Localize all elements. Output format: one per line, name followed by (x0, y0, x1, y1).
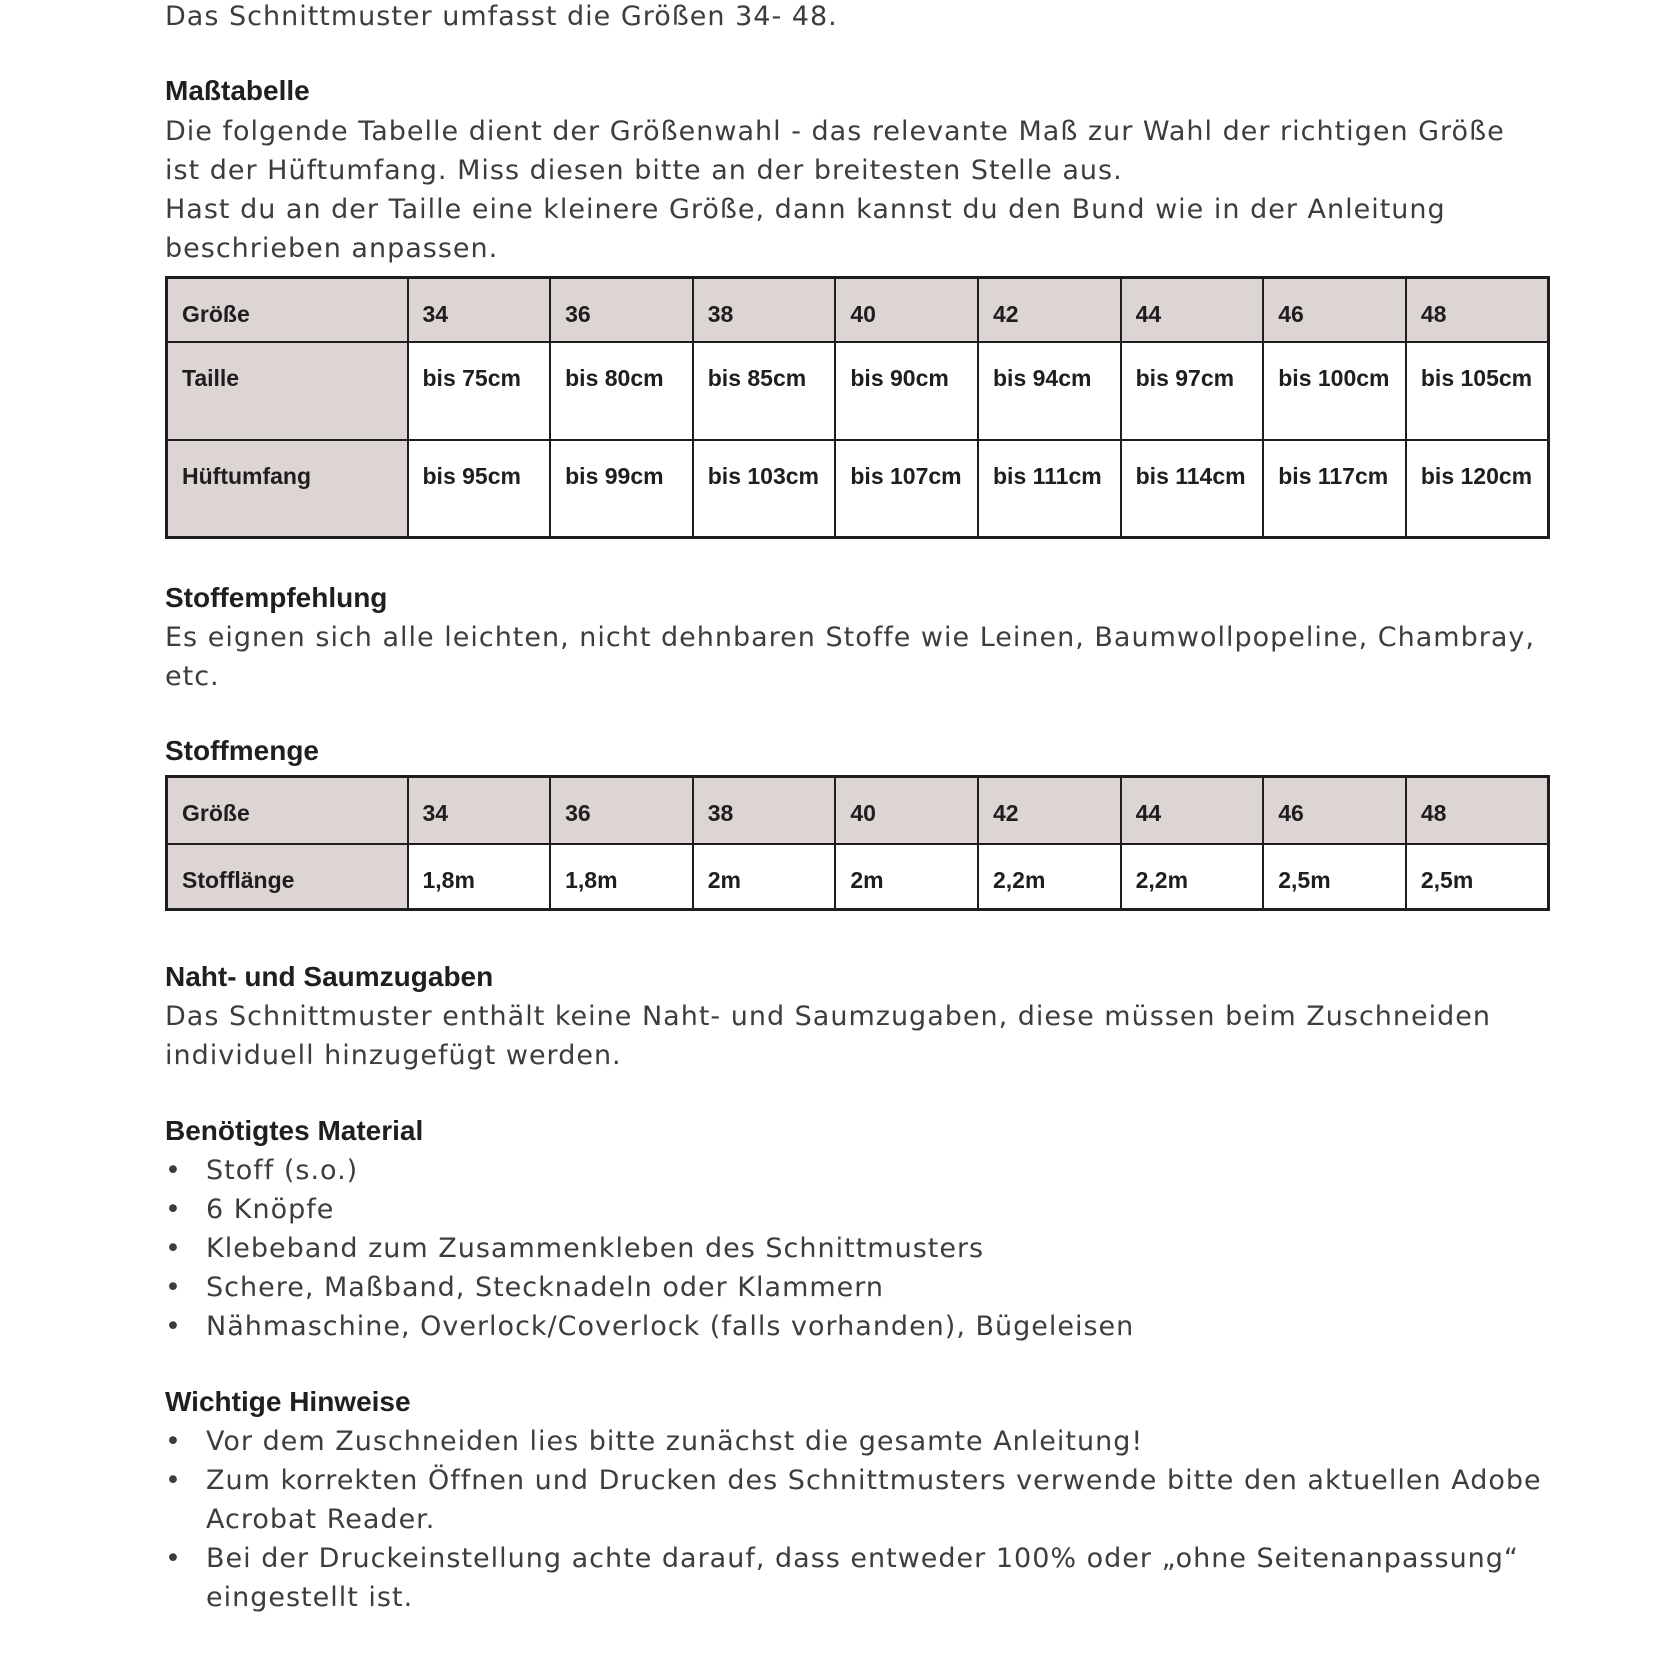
bullet-icon: • (165, 1543, 182, 1574)
table-header-cell: 38 (693, 278, 836, 342)
list-item-text: Zum korrekten Öffnen und Drucken des Schnittmusters verwende bitte den aktuellen Adobe (206, 1465, 1542, 1496)
table-header-cell: Größe (167, 777, 408, 844)
bullet-icon: • (165, 1233, 182, 1264)
table-header-cell: 46 (1263, 278, 1406, 342)
table-cell: bis 97cm (1121, 342, 1264, 440)
bullet-icon: • (165, 1194, 182, 1225)
zugaben-paragraph (165, 997, 1495, 1075)
table-cell: bis 94cm (978, 342, 1121, 440)
paragraph-line: beschrieben anpassen. (165, 233, 499, 264)
table-row-label: Taille (167, 342, 408, 440)
table-header-row (167, 777, 1549, 844)
table-row (167, 342, 1549, 440)
paragraph-line: individuell hinzugefügt werden. (165, 1040, 622, 1071)
table-cell: bis 107cm (835, 440, 978, 538)
intro-text: Das Schnittmuster umfasst die Größen 34- 48. (165, 1, 838, 32)
table-cell: 2,2m (978, 844, 1121, 910)
list-item-text: Nähmaschine, Overlock/Coverlock (falls vorhanden), Bügeleisen (206, 1311, 1135, 1342)
table-cell: bis 99cm (550, 440, 693, 538)
table-cell: 2m (693, 844, 836, 910)
table-cell: bis 75cm (408, 342, 551, 440)
list-item (165, 1422, 1542, 1461)
table-cell: 2,5m (1406, 844, 1549, 910)
list-item-text: Bei der Druckeinstellung achte darauf, dass entweder 100% oder „ohne Seitenanpassung“ (206, 1543, 1519, 1574)
table-header-cell: 42 (978, 278, 1121, 342)
list-item-text: eingestellt ist. (206, 1582, 414, 1613)
paragraph-line: Das Schnittmuster enthält keine Naht- und Saumzugaben, diese müssen beim Zuschneiden (165, 1001, 1491, 1032)
table-cell: bis 90cm (835, 342, 978, 440)
stoffmenge-heading: Stoffmenge (165, 735, 319, 766)
table-header-cell: 40 (835, 278, 978, 342)
table-row-label: Stofflänge (167, 844, 408, 910)
table-cell: 2,2m (1121, 844, 1264, 910)
zugaben-heading: Naht- und Saumzugaben (165, 961, 494, 992)
table-row (167, 440, 1549, 538)
list-item (165, 1307, 1134, 1346)
table-header-cell: 34 (408, 777, 551, 844)
table-header-cell: 40 (835, 777, 978, 844)
table-cell: bis 114cm (1121, 440, 1264, 538)
hinweise-heading: Wichtige Hinweise (165, 1386, 411, 1417)
table-cell: bis 103cm (693, 440, 836, 538)
table-cell: bis 111cm (978, 440, 1121, 538)
list-item (165, 1190, 1134, 1229)
table-row-label: Hüftumfang (167, 440, 408, 538)
masstabelle-heading: Maßtabelle (165, 75, 310, 106)
stoffempfehlung-paragraph (165, 618, 1535, 696)
fabric-amount-table (165, 775, 1550, 911)
table-header-cell: 48 (1406, 777, 1549, 844)
list-item-text: 6 Knöpfe (206, 1194, 335, 1225)
table-header-cell: 36 (550, 777, 693, 844)
table-header-cell: 42 (978, 777, 1121, 844)
masstabelle-paragraph (165, 112, 1505, 268)
bullet-icon: • (165, 1272, 182, 1303)
table-cell: bis 117cm (1263, 440, 1406, 538)
stoffempfehlung-heading: Stoffempfehlung (165, 582, 388, 613)
bullet-icon: • (165, 1155, 182, 1186)
table-header-row (167, 278, 1549, 342)
table-cell: bis 105cm (1406, 342, 1549, 440)
table-cell: 1,8m (408, 844, 551, 910)
list-item-text: Schere, Maßband, Stecknadeln oder Klammern (206, 1272, 885, 1303)
table-cell: bis 120cm (1406, 440, 1549, 538)
material-list (165, 1151, 1134, 1346)
table-header-cell: 34 (408, 278, 551, 342)
bullet-icon: • (165, 1311, 182, 1342)
table-header-cell: 46 (1263, 777, 1406, 844)
hinweise-list (165, 1422, 1542, 1617)
list-item (165, 1268, 1134, 1307)
table-cell: 2m (835, 844, 978, 910)
table-cell: bis 85cm (693, 342, 836, 440)
paragraph-line: Die folgende Tabelle dient der Größenwahl - das relevante Maß zur Wahl der richtigen Größe (165, 116, 1505, 147)
table-cell: 2,5m (1263, 844, 1406, 910)
paragraph-line: Hast du an der Taille eine kleinere Größe, dann kannst du den Bund wie in der Anleitung (165, 194, 1446, 225)
list-item (165, 1539, 1542, 1617)
material-heading: Benötigtes Material (165, 1115, 424, 1146)
table-header-cell: 36 (550, 278, 693, 342)
bullet-icon: • (165, 1465, 182, 1496)
list-item-text: Vor dem Zuschneiden lies bitte zunächst die gesamte Anleitung! (206, 1426, 1144, 1457)
table-cell: bis 80cm (550, 342, 693, 440)
size-chart-table (165, 276, 1550, 539)
table-header-cell: 38 (693, 777, 836, 844)
table-cell: 1,8m (550, 844, 693, 910)
table-header-cell: 44 (1121, 777, 1264, 844)
list-item (165, 1151, 1134, 1190)
table-header-cell: 44 (1121, 278, 1264, 342)
bullet-icon: • (165, 1426, 182, 1457)
table-header-cell: 48 (1406, 278, 1549, 342)
list-item (165, 1461, 1542, 1539)
list-item (165, 1229, 1134, 1268)
list-item-text: Acrobat Reader. (206, 1504, 436, 1535)
paragraph-line: etc. (165, 661, 220, 692)
list-item-text: Stoff (s.o.) (206, 1155, 359, 1186)
paragraph-line: ist der Hüftumfang. Miss diesen bitte an der breitesten Stelle aus. (165, 155, 1123, 186)
list-item-text: Klebeband zum Zusammenkleben des Schnittmusters (206, 1233, 985, 1264)
paragraph-line: Es eignen sich alle leichten, nicht dehnbaren Stoffe wie Leinen, Baumwollpopeline, Chambray, (165, 622, 1535, 653)
table-header-cell: Größe (167, 278, 408, 342)
table-cell: bis 100cm (1263, 342, 1406, 440)
table-row (167, 844, 1549, 910)
table-cell: bis 95cm (408, 440, 551, 538)
